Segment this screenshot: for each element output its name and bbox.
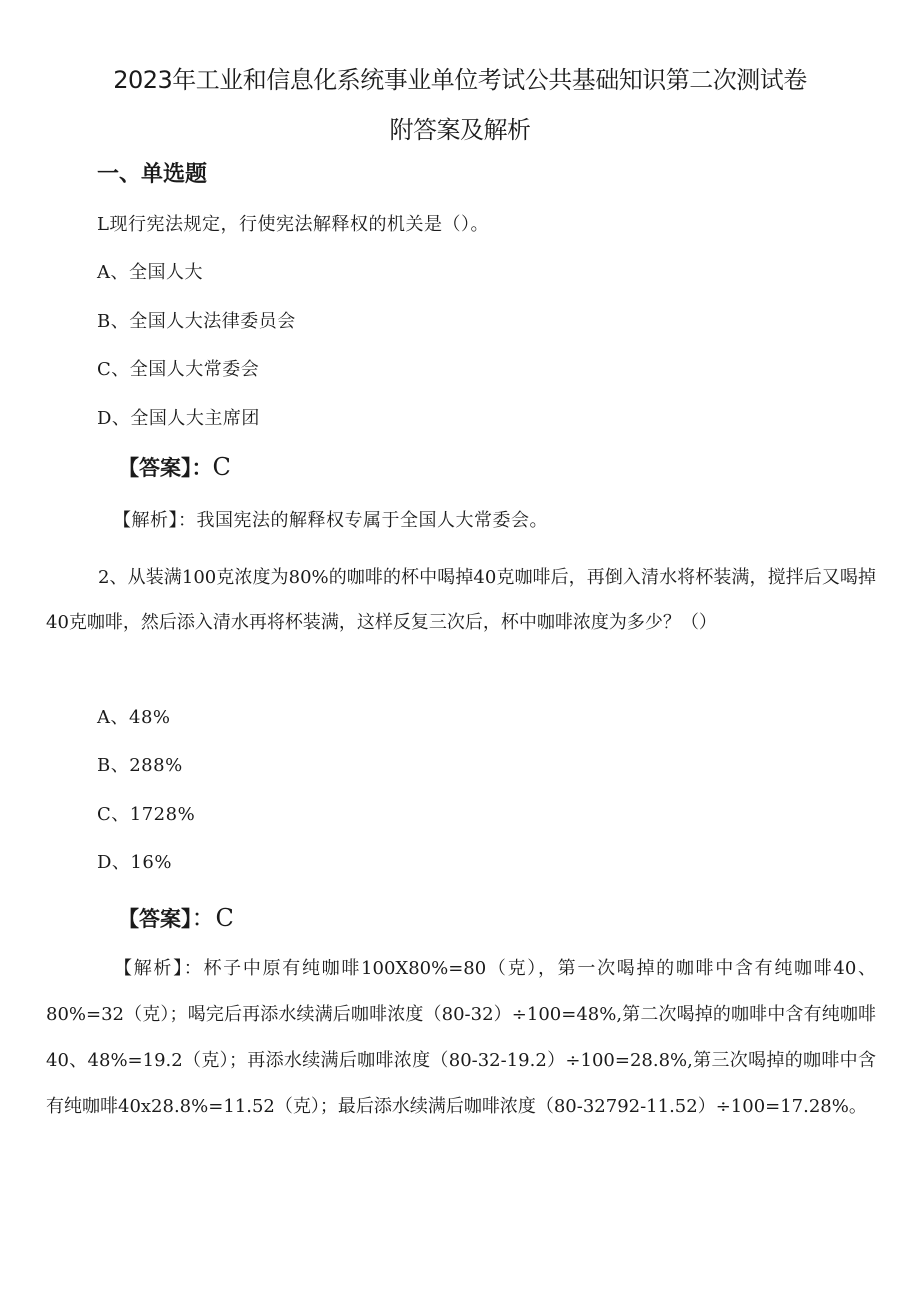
explanation-label: 【解析】： [113,510,197,531]
question-1-option-d: D、全国人大主席团 [97,408,260,429]
document-title: 2023年工业和信息化系统事业单位考试公共基础知识第二次测试卷 [113,66,807,94]
explanation-text: 我国宪法的解释权专属于全国人大常委会。 [196,510,548,531]
answer-label: 【答案】 [118,907,192,931]
question-2-option-d: D、16% [97,852,172,873]
question-2-option-c: C、1728% [97,804,196,825]
question-1-explanation [113,506,548,532]
explanation-label: 【解析】： [114,958,204,979]
question-1-option-b: B、全国人大法律委员会 [97,311,296,332]
explanation-text: 杯子中原有纯咖啡100X80%=80（克），第一次喝掉的咖啡中含有纯咖啡40、80%=32（克）；喝完后再添水续满后咖啡浓度（80-32）÷100=48%,第二次喝掉的咖啡中含有纯咖啡40、48%=19.2（克）；再添水续满后咖啡浓度（80-32-19.2）÷100=28.8%,第三次喝掉的咖啡中含有纯咖啡40x28.8%=11.52（克）；最后添水续满后咖啡浓度（80-32792-11.52）÷100=17.28%。 [46,958,876,1117]
question-2-option-a: A、48% [97,707,171,728]
question-1-stem: L现行宪法规定，行使宪法解释权的机关是（）。 [97,214,489,235]
document-subtitle: 附答案及解析 [389,116,531,144]
answer-label: 【答案】： [118,456,213,480]
question-2-explanation [46,946,876,1130]
question-1-option-c: C、全国人大常委会 [97,359,260,380]
question-2-option-b: B、288% [97,755,183,776]
question-1-answer [118,452,231,482]
section-heading: 一、单选题 [97,162,208,187]
question-2-stem: 2、从装满100克浓度为80%的咖啡的杯中喝掉40克咖啡后，再倒入清水将杯装满，搅拌后又喝掉40克咖啡，然后添入清水再将杯装满，这样反复三次后，杯中咖啡浓度为多少？（） [46,567,876,633]
question-2-answer [118,898,234,933]
answer-value: ：C [191,904,234,932]
question-1-option-a: A、全国人大 [97,262,203,283]
answer-value: C [212,453,231,481]
